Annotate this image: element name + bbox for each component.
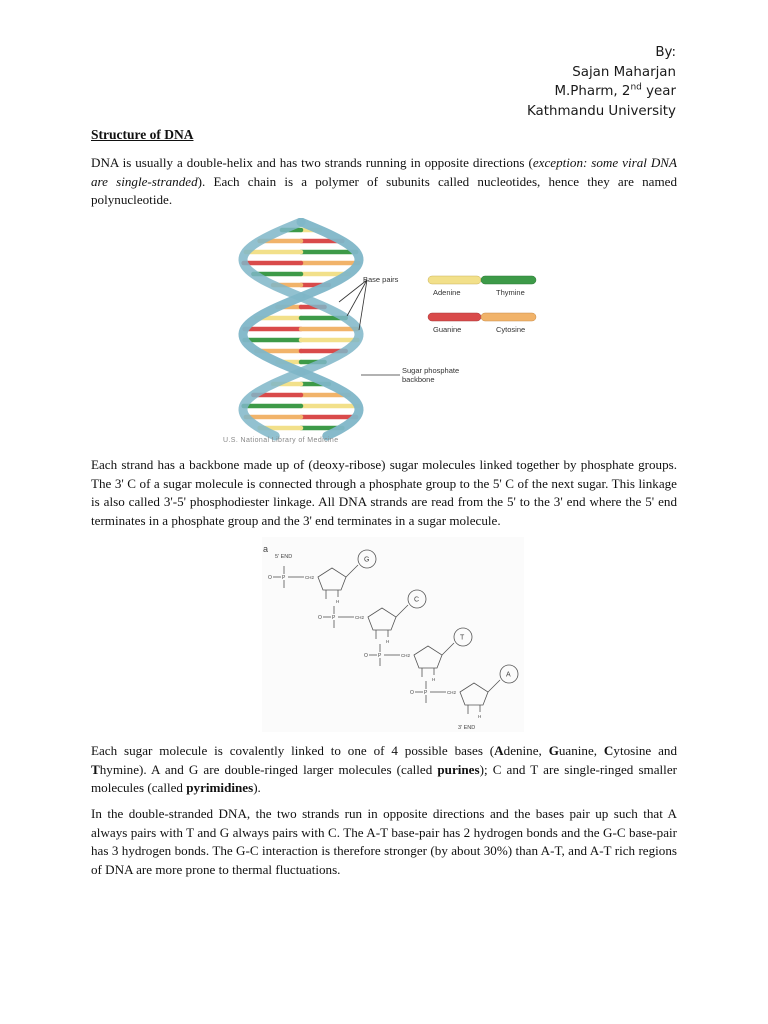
paragraph-intro: DNA is usually a double-helix and has two strands running in opposite directions (exception: some viral DNA are single-stranded). Each chain is a polymer of subunits called nucleotides, hence they are named polynucleotide. (91, 155, 678, 207)
hydrogen-label: H (386, 639, 390, 644)
guanine-swatch (428, 313, 481, 321)
phosphate-oxygen: O (364, 653, 368, 659)
five-prime-end-label: 5' END (275, 554, 293, 560)
sugar-ring (318, 568, 346, 590)
hydrogen-label: H (478, 714, 482, 719)
phosphate-oxygen: O (410, 690, 414, 696)
base-pairs-label: Base pairs (363, 275, 399, 284)
hydrogen-label: H (336, 599, 340, 604)
phosphorus: P (282, 575, 286, 581)
nucleotide-units (268, 550, 518, 719)
hydrogen-label: H (432, 677, 436, 682)
nucleotide-unit (364, 628, 472, 682)
phosphorus: P (378, 653, 382, 659)
legend-adenine-thymine (428, 276, 536, 297)
paragraph-bases: Each sugar molecule is covalently linked to one of 4 possible bases (Adenine, Guanine, Cytosine and Thymine). A and G are double-ringed larger molecules (called purines); C and T are single-ringed smaller molecules (called pyrimidines). (91, 743, 677, 795)
legend-guanine-cytosine (428, 313, 536, 334)
base-letter: A (506, 671, 511, 679)
thymine-label: Thymine (496, 288, 525, 297)
author-block (527, 43, 676, 121)
sugar-ring (460, 683, 488, 705)
guanine-label: Guanine (433, 325, 462, 334)
sugar-ring (368, 608, 396, 630)
dna-helix-figure (221, 218, 551, 448)
polynucleotide-chain-figure (262, 537, 524, 732)
author-name: Sajan Maharjan (572, 64, 676, 80)
cytosine-label: Cytosine (496, 325, 526, 334)
thymine-swatch (481, 276, 536, 284)
base-letter: C (414, 596, 420, 604)
three-prime-end-label: 3' END (458, 725, 476, 731)
base-pair-rungs (244, 230, 359, 428)
backbone-label-line2: backbone (402, 375, 435, 384)
figure-credit: U.S. National Library of Medicine (223, 437, 339, 444)
phosphorus: P (424, 690, 428, 696)
paragraph-base-pairing: In the double-stranded DNA, the two strands run in opposite directions and the bases pair up such that A always pairs with T and G always pairs with C. The A-T base-pair has 2 hydrogen bonds and the G-C base-pair has 3 hydrogen bonds. The G-C interaction is therefore stronger (by about 30%) than A-T, and A-T rich regions of DNA are more prone to thermal fluctuations. (91, 806, 677, 877)
author-university: Kathmandu University (526, 103, 676, 119)
phosphorus: P (332, 615, 336, 621)
sugar-ring (414, 646, 442, 668)
adenine-swatch (428, 276, 481, 284)
base-letter: G (364, 556, 370, 564)
author-degree: M.Pharm, 2nd year (554, 82, 676, 99)
nucleotide-unit (410, 665, 518, 719)
panel-label: a (263, 544, 269, 554)
phosphate-oxygen: O (268, 575, 272, 581)
paragraph-backbone: Each strand has a backbone made up of (deoxy-ribose) sugar molecules linked together by phosphate groups. The 3' C of a sugar molecule is connected through a phosphate group to the 5' C of the next sugar. This linkage is also called 3'-5' phosphodiester linkage. All DNA strands are read from the 5' to the 3' end where the 5' end terminates in a phosphate group and the 3' end terminates in a sugar molecule. (91, 457, 677, 528)
section-title: Structure of DNA (91, 127, 194, 142)
ch2-label: CH2 (447, 690, 457, 695)
backbone-label-line1: Sugar phosphate (402, 366, 460, 375)
phosphate-oxygen: O (318, 615, 322, 621)
author-by: By: (655, 45, 676, 60)
ch2-label: CH2 (355, 615, 365, 620)
cytosine-swatch (481, 313, 536, 321)
ch2-label: CH2 (305, 575, 315, 580)
ch2-label: CH2 (401, 653, 411, 658)
nucleotide-unit (318, 590, 426, 644)
base-letter: T (460, 634, 465, 642)
adenine-label: Adenine (433, 288, 461, 297)
